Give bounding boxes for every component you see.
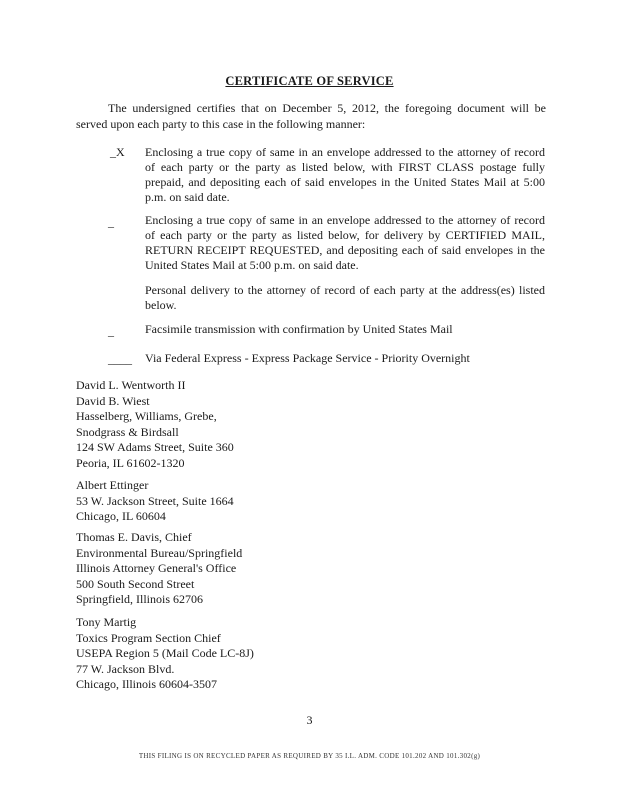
page-title: CERTIFICATE OF SERVICE: [225, 74, 394, 88]
method-text: Via Federal Express - Express Package Service - Priority Overnight: [145, 351, 470, 365]
page-number: 3: [306, 713, 313, 727]
address-line: 77 W. Jackson Blvd.: [76, 661, 175, 676]
recycled-paper-footer: THIS FILING IS ON RECYCLED PAPER AS REQUIRED BY 35 I.L. ADM. CODE 101.202 AND 101.302(g): [138, 752, 481, 760]
address-line: Peoria, IL 61602-1320: [76, 455, 185, 470]
address-line: Hasselberg, Williams, Grebe,: [76, 409, 217, 423]
method-text: Enclosing a true copy of same in an envelope addressed to the attorney of record of each party or the party as listed below, with FIRST CLASS postage fully prepaid, and depositing each of said envelopes in the United States Mail at 5:00 p.m. on said date.: [145, 145, 545, 204]
address-line: Chicago, Illinois 60604-3507: [76, 677, 217, 691]
address-line: Illinois Attorney General's Office: [76, 561, 237, 575]
address-line: Springfield, Illinois 62706: [76, 592, 203, 606]
address-line: David B. Wiest: [76, 393, 150, 408]
method-mark: _: [108, 324, 114, 338]
address-line: 124 SW Adams Street, Suite 360: [76, 440, 234, 454]
method-text: Facsimile transmission with confirmation by United States Mail: [145, 322, 453, 336]
address-line: 53 W. Jackson Street, Suite 1664: [76, 493, 234, 508]
address-block: [76, 615, 254, 693]
address-block: [76, 478, 234, 525]
address-line: Chicago, IL 60604: [76, 509, 166, 523]
address-line: Albert Ettinger: [76, 478, 149, 492]
address-block: [76, 378, 234, 471]
method-mark: ____: [108, 352, 132, 366]
method-mark: _X: [110, 145, 125, 159]
method-text: Personal delivery to the attorney of record of each party at the address(es) listed below.: [145, 283, 545, 312]
address-line: Thomas E. Davis, Chief: [76, 530, 192, 544]
address-line: David L. Wentworth II: [76, 378, 186, 392]
address-line: Environmental Bureau/Springfield: [76, 545, 243, 560]
address-line: Tony Martig: [76, 615, 137, 629]
address-line: Snodgrass & Birdsall: [76, 424, 179, 439]
address-block: [76, 530, 242, 608]
address-line: Toxics Program Section Chief: [76, 630, 221, 645]
address-line: 500 South Second Street: [76, 576, 195, 591]
method-mark: _: [108, 215, 114, 229]
intro-paragraph: The undersigned certifies that on December 5, 2012, the foregoing document will be served upon each party to this case in the following manner:: [76, 101, 546, 131]
address-line: USEPA Region 5 (Mail Code LC-8J): [76, 646, 254, 660]
method-text: Enclosing a true copy of same in an envelope addressed to the attorney of record of each party or the party as listed below, for delivery by CERTIFIED MAIL, RETURN RECEIPT REQUESTED, and depositing each of said envelopes in the United States Mail at 5:00 p.m. on said date.: [145, 213, 545, 272]
